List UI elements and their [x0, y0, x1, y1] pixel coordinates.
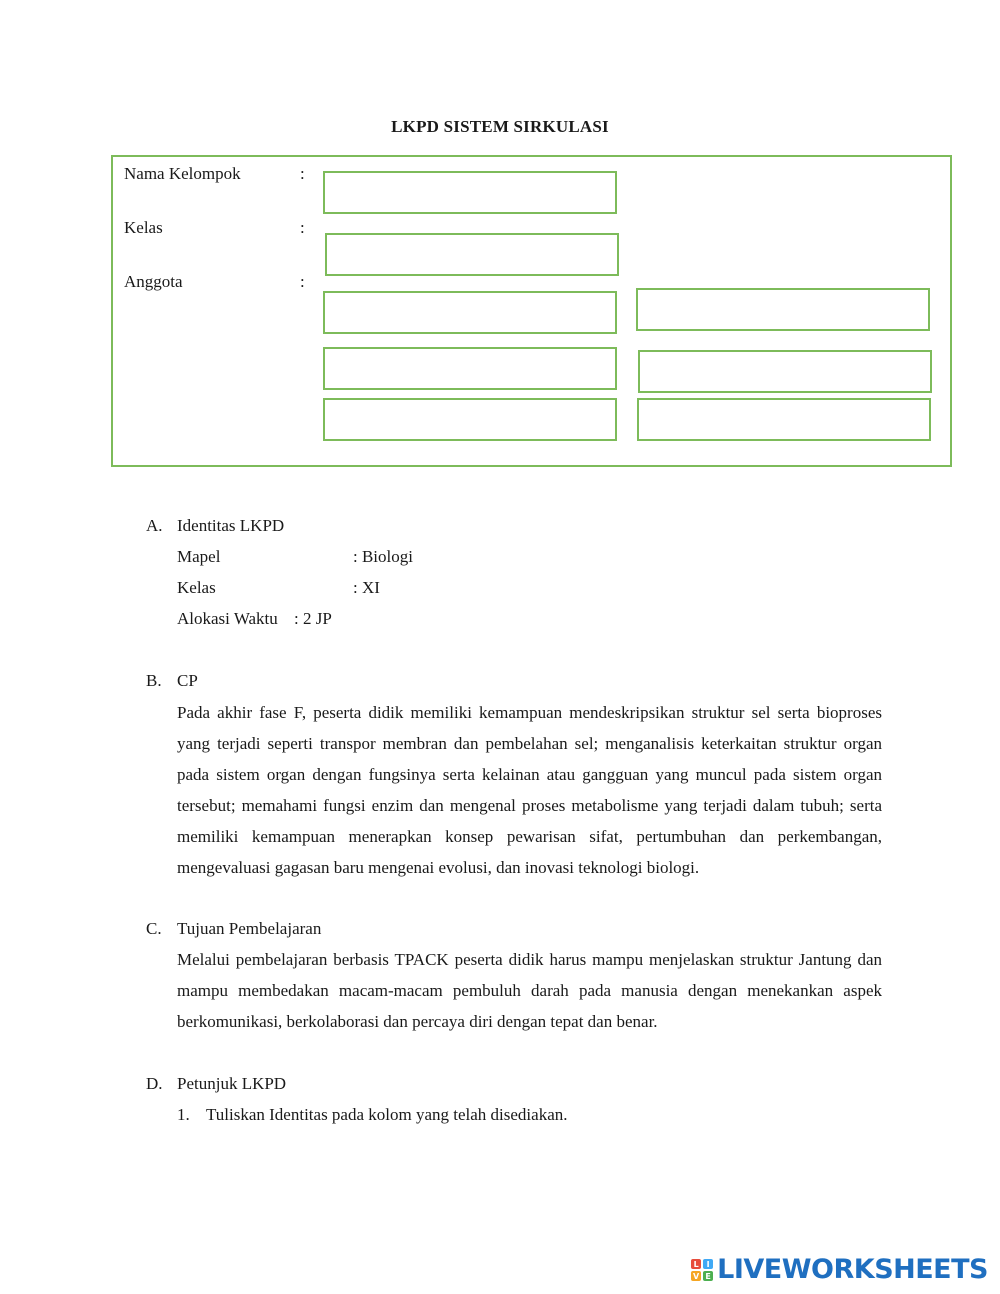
colon: :: [300, 272, 305, 291]
section-c-paragraph: Melalui pembelajaran berbasis TPACK peserta didik harus mampu menjelaskan struktur Jantung dan mampu membedakan macam-macam pembuluh darah pada manusia dengan menekankan aspek berkomunikasi, berkolaborasi dan percaya diri dengan tepat dan benar.: [177, 950, 882, 1031]
alokasi-label: Alokasi Waktu: [177, 609, 278, 628]
label-nama-kelompok: Nama Kelompok: [124, 164, 241, 183]
kelas-value: : XI: [353, 578, 380, 597]
worksheet-title: LKPD SISTEM SIRKULASI: [391, 117, 609, 136]
nama-kelompok-input[interactable]: [323, 171, 617, 214]
mapel-value: : Biologi: [353, 547, 413, 566]
section-d-heading: Petunjuk LKPD: [177, 1074, 287, 1093]
kelas-label: Kelas: [177, 578, 216, 597]
anggota-input-6[interactable]: [637, 398, 931, 441]
section-b-paragraph: Pada akhir fase F, peserta didik memiliki kemampuan mendeskripsikan struktur sel serta bioproses yang terjadi seperti transpor membran dan pembelahan sel; menganalisis keterkaitan struktur organ pada sistem organ dengan fungsinya serta kelainan atau gangguan yang muncul pada sistem organ tersebut; memahami fungsi enzim dan mengenal proses metabolisme yang terjadi dalam tubuh; serta memiliki kemampuan menerapkan konsep pewarisan sifat, pertumbuhan dan perkembangan, mengevaluasi gagasan baru mengenai evolusi, dan inovasi teknologi biologi.: [177, 703, 882, 877]
liveworksheets-logo: [691, 1255, 988, 1285]
section-a-heading: Identitas LKPD: [177, 516, 285, 535]
instruction-1-marker: 1.: [177, 1105, 190, 1124]
logo-badge-letter: I: [703, 1259, 713, 1269]
alokasi-value: : 2 JP: [294, 609, 332, 628]
label-anggota: Anggota: [124, 272, 183, 291]
label-kelas: Kelas: [124, 218, 163, 237]
section-c-marker: C.: [146, 919, 162, 938]
logo-badge-letter: V: [693, 1271, 700, 1281]
section-b-marker: B.: [146, 671, 162, 690]
mapel-label: Mapel: [177, 547, 221, 566]
colon: :: [300, 218, 305, 237]
logo-badge-letter: E: [703, 1271, 713, 1281]
colon: :: [300, 164, 305, 183]
logo-wordmark: LIVEWORKSHEETS: [717, 1254, 988, 1285]
kelas-input[interactable]: [325, 233, 619, 276]
anggota-input-2[interactable]: [636, 288, 930, 331]
anggota-input-3[interactable]: [323, 347, 617, 390]
section-d-marker: D.: [146, 1074, 163, 1093]
section-a-marker: A.: [146, 516, 163, 535]
instruction-1-text: Tuliskan Identitas pada kolom yang telah disediakan.: [206, 1105, 568, 1124]
section-b-heading: CP: [177, 671, 198, 690]
anggota-input-4[interactable]: [638, 350, 932, 393]
section-c-heading: Tujuan Pembelajaran: [177, 919, 322, 938]
anggota-input-1[interactable]: [323, 291, 617, 334]
logo-badge-icon: [691, 1259, 713, 1281]
anggota-input-5[interactable]: [323, 398, 617, 441]
logo-badge-letter: L: [691, 1259, 701, 1269]
